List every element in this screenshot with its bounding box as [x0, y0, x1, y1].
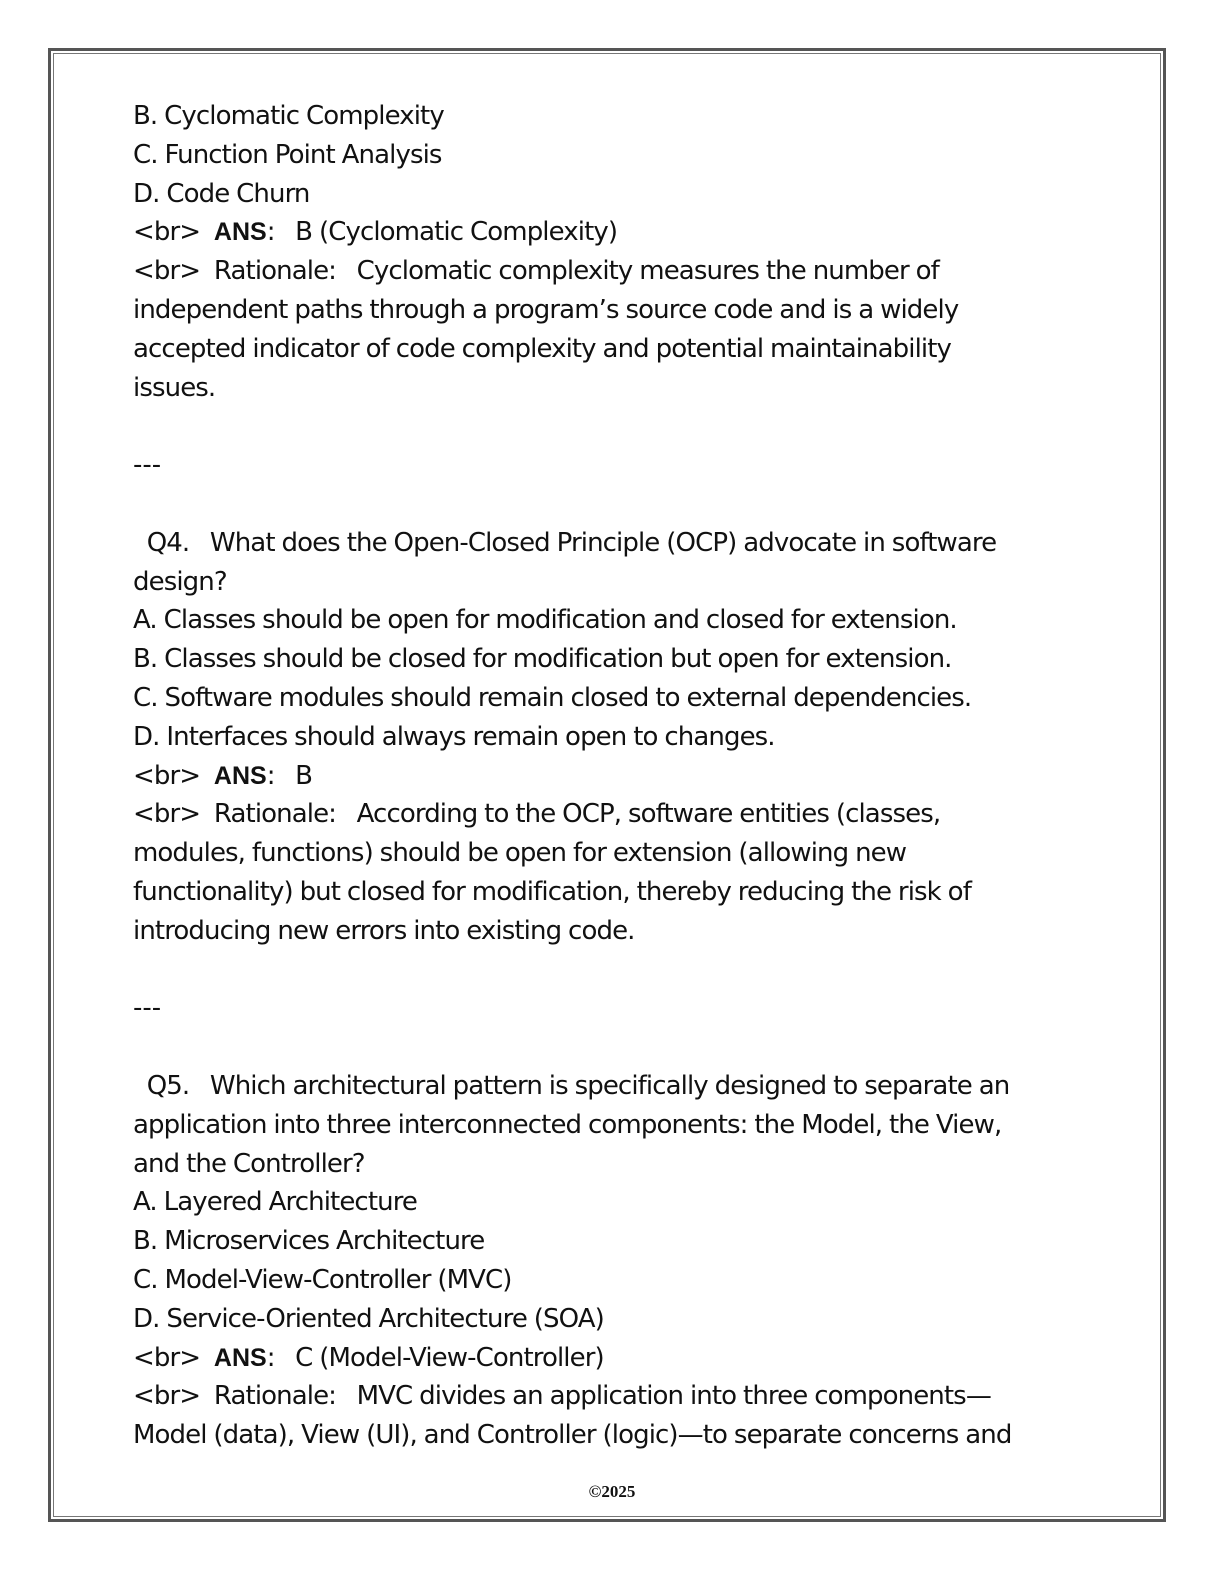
answer-prefix: <br> [133, 217, 214, 248]
rationale-line: introducing new errors into existing code. [133, 915, 635, 946]
answer-value: : B (Cyclomatic Complexity) [266, 217, 618, 248]
answer-value: : C (Model-View-Controller) [266, 1342, 604, 1373]
spacer [133, 1028, 1093, 1067]
option-a: A. Classes should be open for modification and closed for extension. [133, 605, 957, 636]
answer-label: ANS [213, 1343, 267, 1372]
spacer [133, 407, 1093, 446]
option-b: B. Microservices Architecture [133, 1226, 485, 1257]
rationale-line: <br> Rationale: MVC divides an application into three components— [133, 1381, 991, 1412]
rationale-line: issues. [133, 372, 216, 403]
option-b: B. Cyclomatic Complexity [133, 101, 444, 131]
option-c: C. Software modules should remain closed to external dependencies. [133, 682, 972, 713]
rationale-line: functionality) but closed for modification, thereby reducing the risk of [133, 876, 971, 907]
answer-label: ANS [213, 218, 267, 247]
answer-line [133, 213, 1093, 252]
question-q5-line: application into three interconnected components: the Model, the View, [133, 1109, 1002, 1140]
answer-prefix: <br> [133, 760, 214, 791]
option-a: A. Layered Architecture [133, 1187, 418, 1218]
separator: --- [133, 993, 162, 1024]
answer-value: : B [266, 760, 313, 791]
answer-line [133, 1339, 1093, 1378]
option-c: C. Function Point Analysis [133, 139, 442, 170]
option-d: D. Interfaces should always remain open to changes. [133, 721, 775, 752]
rationale-line: modules, functions) should be open for extension (allowing new [133, 838, 907, 869]
rationale-line: accepted indicator of code complexity and potential maintainability [133, 333, 952, 364]
rationale-line: <br> Rationale: Cyclomatic complexity measures the number of [133, 256, 939, 287]
option-d: D. Code Churn [133, 178, 310, 209]
rationale-line: <br> Rationale: According to the OCP, software entities (classes, [133, 799, 941, 830]
answer-label: ANS [213, 761, 267, 790]
answer-prefix: <br> [133, 1342, 214, 1373]
question-q4-line: design? [133, 566, 227, 597]
document-body [133, 97, 1093, 1455]
copyright-footer: ©2025 [588, 1482, 636, 1501]
option-d: D. Service-Oriented Architecture (SOA) [133, 1303, 604, 1334]
question-q5-line: Q5. Which architectural pattern is specifically designed to separate an [133, 1070, 1010, 1101]
spacer [133, 485, 1093, 524]
rationale-line: Model (data), View (UI), and Controller (logic)—to separate concerns and [133, 1420, 1012, 1451]
question-q4-line: Q4. What does the Open-Closed Principle (OCP) advocate in software [133, 527, 997, 558]
separator: --- [133, 450, 162, 481]
option-b: B. Classes should be closed for modification but open for extension. [133, 644, 952, 675]
question-q5-line: and the Controller? [133, 1148, 365, 1179]
spacer [133, 951, 1093, 990]
option-c: C. Model-View-Controller (MVC) [133, 1264, 512, 1295]
rationale-line: independent paths through a program’s source code and is a widely [133, 294, 959, 325]
answer-line [133, 757, 1093, 796]
